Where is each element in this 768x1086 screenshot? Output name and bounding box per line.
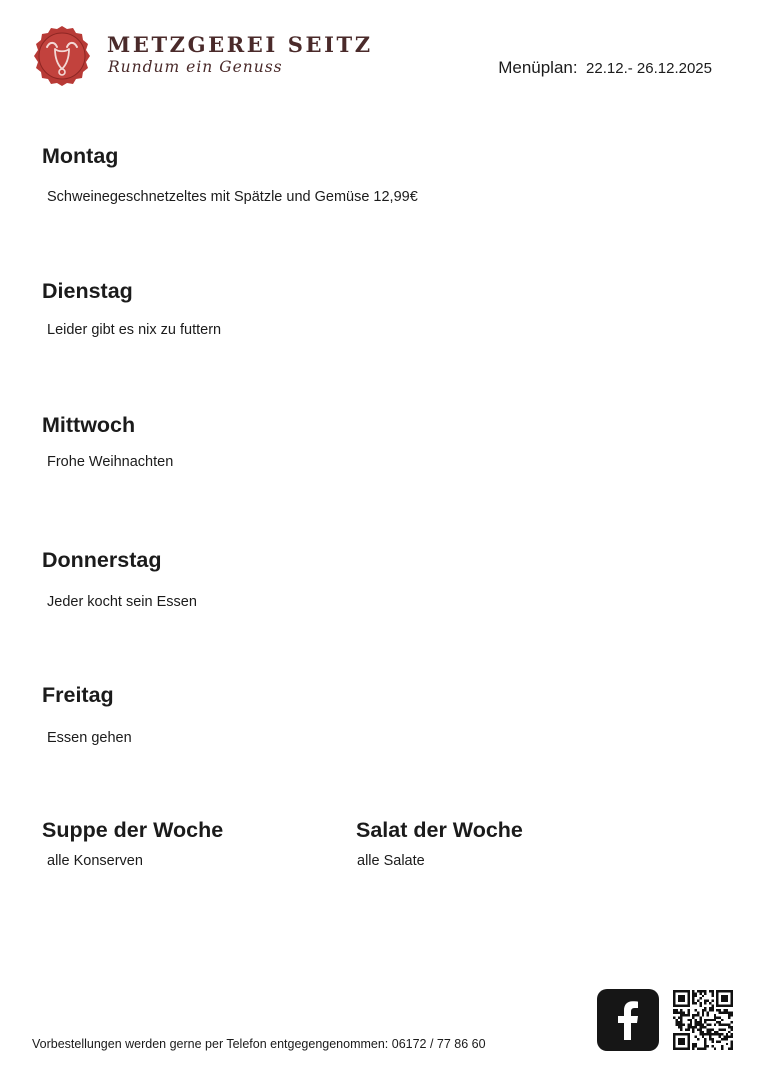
soup-of-week-title: Suppe der Woche bbox=[42, 818, 224, 842]
menu-date-range: 22.12.- 26.12.2025 bbox=[586, 60, 712, 77]
brand-tagline: Rundum ein Genuss bbox=[108, 58, 283, 76]
bull-seal-logo bbox=[31, 25, 93, 87]
dish-dienstag: Leider gibt es nix zu futtern bbox=[47, 322, 222, 338]
facebook-icon[interactable] bbox=[597, 989, 659, 1051]
day-title-mittwoch: Mittwoch bbox=[42, 413, 136, 437]
day-title-donnerstag: Donnerstag bbox=[42, 548, 162, 572]
day-title-freitag: Freitag bbox=[42, 683, 114, 707]
qr-code-modules bbox=[673, 990, 733, 1050]
preorder-note: Vorbestellungen werden gerne per Telefon entgegengenommen: 06172 / 77 86 60 bbox=[32, 1037, 486, 1051]
brand-name: METZGEREI SEITZ bbox=[107, 32, 373, 57]
menu-plan-label: Menüplan: bbox=[498, 58, 578, 77]
day-title-montag: Montag bbox=[42, 144, 119, 168]
day-title-dienstag: Dienstag bbox=[42, 279, 133, 303]
facebook-f-glyph bbox=[597, 989, 659, 1051]
dish-freitag: Essen gehen bbox=[47, 730, 132, 746]
soup-of-week-text: alle Konserven bbox=[47, 853, 143, 869]
qr-code-icon[interactable] bbox=[673, 990, 733, 1050]
dish-donnerstag: Jeder kocht sein Essen bbox=[47, 594, 197, 610]
menu-plan-header bbox=[498, 58, 712, 78]
salad-of-week-text: alle Salate bbox=[357, 853, 425, 869]
dish-montag: Schweinegeschnetzeltes mit Spätzle und Gemüse 12,99€ bbox=[47, 189, 418, 205]
dish-mittwoch: Frohe Weihnachten bbox=[47, 454, 174, 470]
salad-of-week-title: Salat der Woche bbox=[356, 818, 523, 842]
